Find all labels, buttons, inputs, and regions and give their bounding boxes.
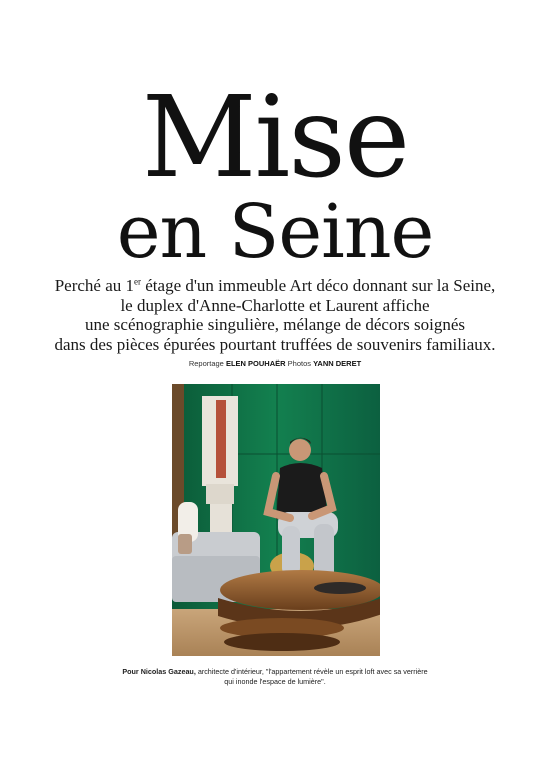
credits-line <box>0 359 550 368</box>
reportage-label: Reportage <box>188 359 224 368</box>
photo-caption <box>120 667 430 687</box>
intro-line-4: dans des pièces épurées pourtant truffées de souvenirs familiaux. <box>54 334 496 354</box>
intro-floor-suffix: er <box>134 276 141 287</box>
photos-label: Photos <box>287 359 311 368</box>
interior-photo <box>172 384 380 656</box>
intro-part-2: étage d'un immeuble Art déco donnant sur la Seine, <box>141 276 496 295</box>
interior-photo-illustration <box>172 384 380 656</box>
intro-part-1: Perché au <box>54 276 126 295</box>
intro-floor-number: 1 <box>125 276 134 295</box>
headline-line-1: Mise <box>141 73 409 203</box>
intro-line-2: le duplex d'Anne-Charlotte et Laurent affiche <box>120 295 430 315</box>
headline-line-2: en Seine <box>116 189 434 275</box>
intro-line-3: une scénographie singulière, mélange de décors soignés <box>84 315 465 334</box>
photos-name: YANN DERET <box>313 359 362 368</box>
caption-text: architecte d'intérieur, "l'appartement révèle un esprit loft avec sa verrière qui inonde l'espace de lumière". <box>195 667 428 686</box>
intro-paragraph <box>30 276 520 354</box>
caption-name: Pour Nicolas Gazeau, <box>122 667 196 676</box>
reportage-name: ELEN POUHAËR <box>225 359 286 368</box>
